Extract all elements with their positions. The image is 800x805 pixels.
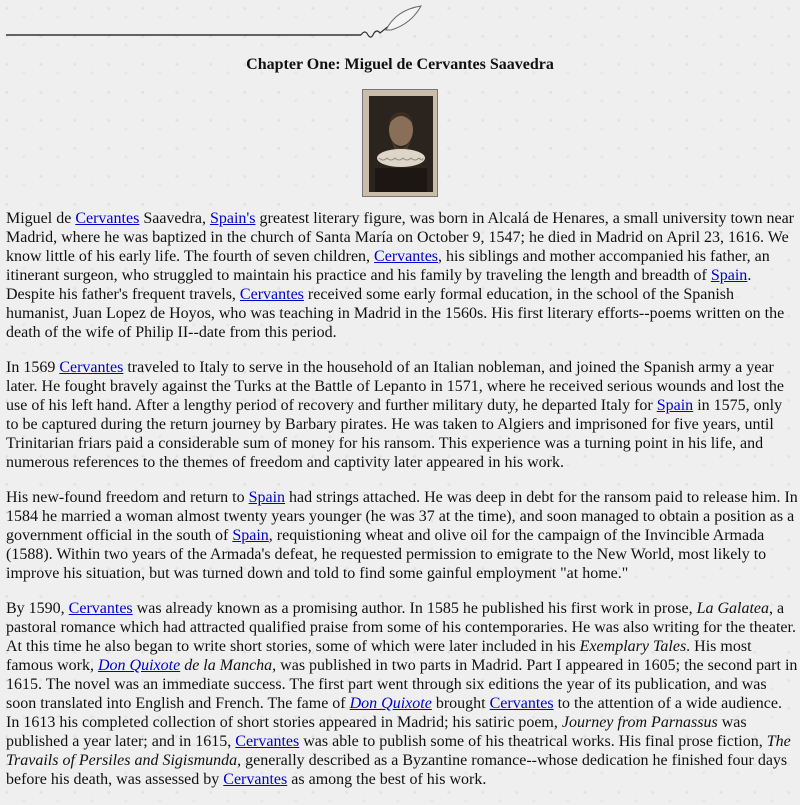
link-don-quixote[interactable]: Don Quixote bbox=[97, 657, 181, 674]
link-don-quixote[interactable]: Don Quixote bbox=[349, 695, 432, 712]
italic-title: de la Mancha bbox=[180, 657, 273, 674]
link-cervantes[interactable]: Cervantes bbox=[68, 600, 133, 617]
link-cervantes[interactable]: Cervantes bbox=[235, 733, 300, 750]
text: in 1575, only to be captured during the return journey by Barbary pirates. He was taken to Algiers and imprisoned for five years, until Trinitarian friars paid a considerable sum of money for his ransom. This experience was a turning point in his life, and numerous references to the themes of freedom and captivity later appeared in his work. bbox=[6, 397, 783, 471]
text: , generally described as a Byzantine romance--whose dedication he finished four days before his death, was assessed by bbox=[6, 752, 788, 788]
article-body bbox=[6, 209, 798, 805]
text: was already known as a promising author. In 1585 he published his first work in prose, bbox=[132, 600, 697, 617]
text: received some early formal education, in the school of the Spanish humanist, Juan Lopez de Hoyos, who was teaching in Madrid in the 1560s. His first literary efforts--poems written on the death of the wife of Philip II--date from this period. bbox=[6, 286, 785, 341]
link-spain[interactable]: Spain bbox=[232, 527, 269, 544]
paragraph bbox=[6, 599, 798, 789]
italic-title: Exemplary Tales bbox=[579, 638, 687, 655]
link-cervantes[interactable]: Cervantes bbox=[75, 210, 140, 227]
text: was published a year later; and in 1615, bbox=[6, 714, 747, 750]
text: His new-found freedom and return to bbox=[6, 489, 249, 506]
italic-title: The Travails of Persiles and Sigismunda bbox=[6, 733, 791, 769]
italic-title: La Galatea bbox=[696, 600, 770, 617]
text: Saavedra, bbox=[139, 210, 210, 227]
text: , a pastoral romance which had attracted qualified praise from some of his contemporaries. He was also writing for the theater. At this time he also began to write short stories, some of which were later included in his bbox=[6, 600, 796, 655]
text: traveled to Italy to serve in the household of an Italian nobleman, and joined the Spanish army a year later. He fought bravely against the Turks at the Battle of Lepanto in 1571, where he received serious wounds and lost the use of his left hand. After a lengthy period of recovery and further military duty, he departed Italy for bbox=[6, 359, 785, 414]
paragraph bbox=[6, 358, 798, 472]
portrait-image bbox=[362, 89, 438, 197]
link-cervantes[interactable]: Cervantes bbox=[223, 771, 288, 788]
quill-divider bbox=[6, 0, 426, 40]
text: had strings attached. He was deep in debt for the ransom paid to release him. In 1584 he married a woman almost twenty years younger (he was 37 at the time), and soon managed to obtain a position as a government official in the south of bbox=[6, 489, 798, 544]
text: , his siblings and mother accompanied his father, an itinerant surgeon, who struggled to maintain his practice and his family by traveling the length and breadth of bbox=[6, 248, 770, 284]
paragraph bbox=[6, 209, 798, 342]
link-spain-s[interactable]: Spain's bbox=[209, 210, 256, 227]
text: greatest literary figure, was born in Alcalá de Henares, a small university town near Madrid, where he was baptized in the church of Santa María on October 9, 1547; he died in Madrid on April 23, 1616. We know little of his early life. The fourth of seven children, bbox=[6, 210, 794, 265]
text: to the attention of a wide audience. In 1613 his completed collection of short stories appeared in Madrid; his satiric poem, bbox=[6, 695, 782, 731]
page-title: Chapter One: Miguel de Cervantes Saavedra bbox=[246, 56, 554, 73]
text: was able to publish some of his theatrical works. His final prose fiction, bbox=[299, 733, 767, 750]
link-cervantes[interactable]: Cervantes bbox=[489, 695, 554, 712]
text: . His most famous work, bbox=[6, 638, 752, 674]
text: , requistioning wheat and olive oil for the campaign of the Invincible Armada (1588). Within two years of the Armada's defeat, he requested permission to emigrate to the New World, most likely to improve his situation, but was turned down and told to find some gainful employment "at home." bbox=[6, 527, 767, 582]
text: In 1569 bbox=[6, 359, 60, 376]
text: , was published in two parts in Madrid. Part I appeared in 1605; the second part in 1615. The novel was an immediate success. The first part went through six editions the year of its publication, and was soon translated into English and French. The fame of bbox=[6, 657, 798, 712]
text: as among the best of his work. bbox=[287, 771, 487, 788]
link-cervantes[interactable]: Cervantes bbox=[239, 286, 304, 303]
text: Miguel de bbox=[6, 210, 76, 227]
link-spain[interactable]: Spain bbox=[248, 489, 286, 506]
italic-title: Journey from Parnassus bbox=[561, 714, 718, 731]
link-cervantes[interactable]: Cervantes bbox=[59, 359, 124, 376]
link-cervantes[interactable]: Cervantes bbox=[374, 248, 439, 265]
link-spain[interactable]: Spain bbox=[710, 267, 748, 284]
text: . Despite his father's frequent travels, bbox=[6, 267, 752, 303]
link-spain[interactable]: Spain bbox=[656, 397, 694, 414]
text: By 1590, bbox=[6, 600, 69, 617]
text: brought bbox=[431, 695, 490, 712]
paragraph bbox=[6, 488, 798, 583]
